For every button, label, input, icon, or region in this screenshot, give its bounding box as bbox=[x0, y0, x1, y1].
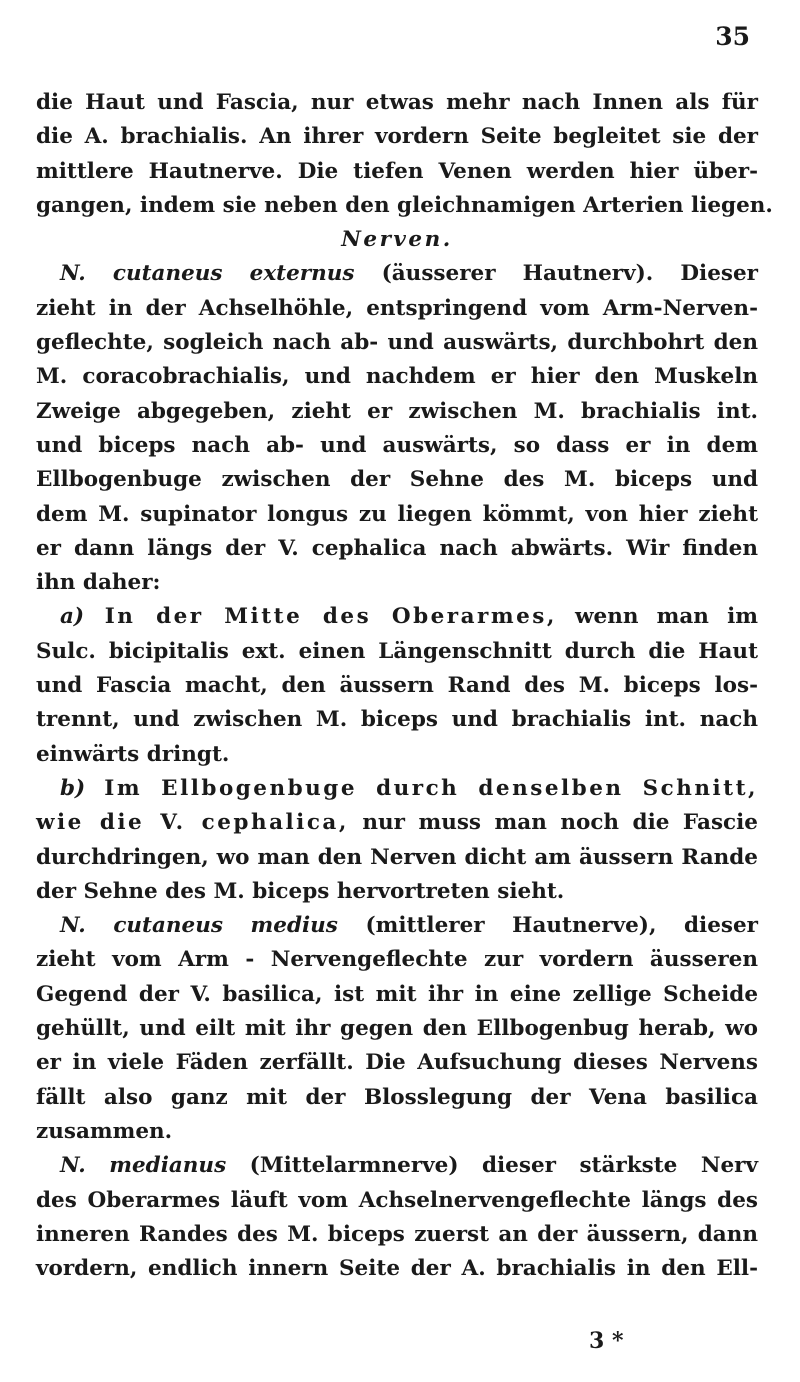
text-line: zusammen. bbox=[36, 1118, 173, 1144]
text-line: vordern, endlich innern Seite der A. brachialis in den Ell- bbox=[36, 1256, 758, 1282]
text-line: a) In der Mitte des Oberarmes, wenn man im bbox=[60, 604, 758, 630]
nerve-name: N. cutaneus medius bbox=[60, 913, 338, 939]
text-line: wie die V. cephalica, nur muss man noch die Fascie bbox=[36, 810, 758, 836]
text-line: Zweige abgegeben, zieht er zwischen M. brachialis int. bbox=[36, 398, 758, 424]
text-line: inneren Randes des M. biceps zuerst an der äussern, dann bbox=[36, 1221, 758, 1247]
text-line: mittlere Hautnerve. Die tiefen Venen werden hier über- bbox=[36, 158, 758, 184]
text-line: und Fascia macht, den äussern Rand des M. biceps los- bbox=[36, 673, 758, 699]
text-line: b) Im Ellbogenbuge durch denselben Schnitt, bbox=[60, 775, 758, 801]
text-line: die Haut und Fascia, nur etwas mehr nach Innen als für bbox=[36, 90, 758, 115]
section-heading-nerven: Nerven. bbox=[341, 227, 453, 253]
text-line: geflechte, sogleich nach ab- und auswärts, durchbohrt den bbox=[36, 330, 758, 356]
text-line: N. medianus (Mittelarmnerve) dieser stärkste Nerv bbox=[60, 1153, 758, 1179]
page-number: 35 bbox=[715, 22, 750, 51]
list-marker: a) bbox=[60, 604, 85, 630]
text-line: N. cutaneus externus (äusserer Hautnerv). Dieser bbox=[60, 261, 758, 287]
text-line: die A. brachialis. An ihrer vordern Seite begleitet sie der bbox=[36, 124, 758, 150]
text-line: Sulc. bicipitalis ext. einen Längenschnitt durch die Haut bbox=[36, 638, 758, 664]
text-line: gangen, indem sie neben den gleichnamigen Arterien liegen. bbox=[36, 192, 773, 218]
text-line: Gegend der V. basilica, ist mit ihr in eine zellige Scheide bbox=[36, 981, 758, 1007]
text-line: N. cutaneus medius (mittlerer Hautnerve), dieser bbox=[60, 913, 759, 939]
text-line: er in viele Fäden zerfällt. Die Aufsuchung dieses Nervens bbox=[36, 1050, 758, 1076]
text-line: des Oberarmes läuft vom Achselnervengeflechte längs des bbox=[36, 1187, 758, 1213]
text-line: gehüllt, und eilt mit ihr gegen den Ellbogenbug herab, wo bbox=[36, 1016, 758, 1042]
text-line: einwärts dringt. bbox=[36, 741, 230, 767]
text-line: der Sehne des M. biceps hervortreten sieht. bbox=[36, 878, 565, 904]
text-line: Ellbogenbuge zwischen der Sehne des M. biceps und bbox=[36, 467, 758, 493]
nerve-name: N. cutaneus externus bbox=[60, 261, 355, 287]
signature-mark: 3 * bbox=[589, 1328, 624, 1354]
text-line: ihn daher: bbox=[36, 570, 161, 596]
text-line: er dann längs der V. cephalica nach abwärts. Wir finden bbox=[36, 535, 758, 561]
list-marker: b) bbox=[60, 775, 86, 801]
text-line: und biceps nach ab- und auswärts, so dass er in dem bbox=[36, 432, 758, 458]
text-line: zieht in der Achselhöhle, entspringend vom Arm-Nerven- bbox=[36, 295, 758, 321]
text-line: zieht vom Arm - Nervengeflechte zur vordern äusseren bbox=[36, 947, 758, 973]
text-line: dem M. supinator longus zu liegen kömmt, von hier zieht bbox=[36, 501, 758, 527]
body-text bbox=[36, 86, 773, 1286]
nerve-name: N. medianus bbox=[60, 1153, 227, 1179]
text-line: fällt also ganz mit der Blosslegung der Vena basilica bbox=[36, 1084, 758, 1110]
text-line: durchdringen, wo man den Nerven dicht am äussern Rande bbox=[36, 844, 758, 870]
text-line: trennt, und zwischen M. biceps und brachialis int. nach bbox=[36, 707, 758, 733]
text-line: M. coracobrachialis, und nachdem er hier den Muskeln bbox=[36, 364, 758, 390]
